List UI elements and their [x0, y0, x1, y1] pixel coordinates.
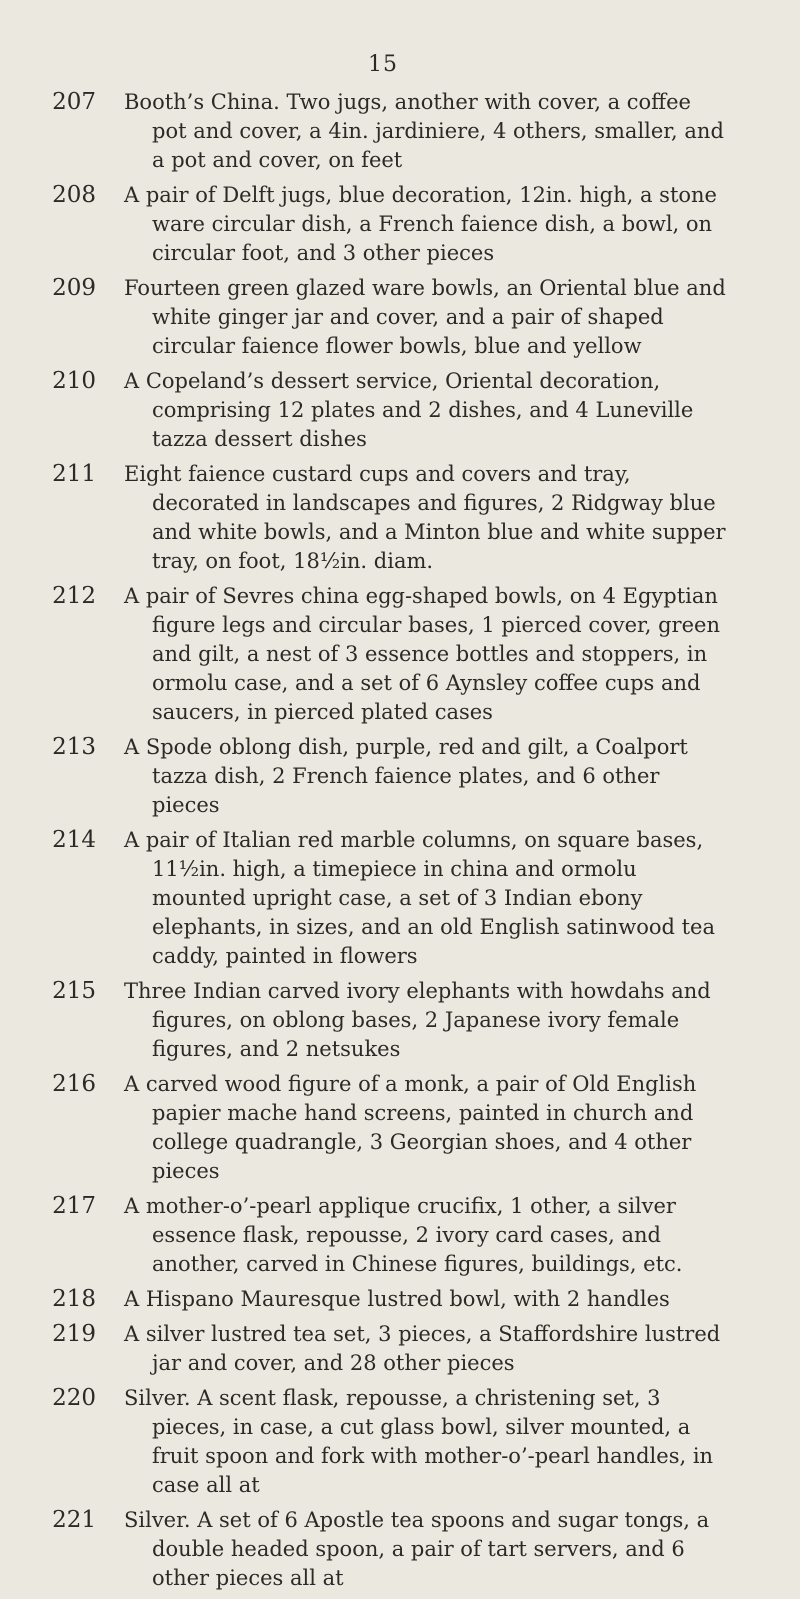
- lot-number: 218: [52, 1286, 96, 1312]
- lot-description: A Spode oblong dish, purple, red and gilt, a Coalport tazza dish, 2 French faience plates, and 6 other pieces: [124, 735, 688, 817]
- lot-item: [0, 582, 800, 727]
- lot-item: [0, 1192, 800, 1279]
- lot-item: [0, 274, 800, 361]
- lot-description: A Copeland’s dessert service, Oriental decoration, comprising 12 plates and 2 dishes, and 4 Luneville tazza dessert dishes: [124, 369, 694, 451]
- lot-item: [0, 1506, 800, 1593]
- lot-description: Three Indian carved ivory elephants with howdahs and figures, on oblong bases, 2 Japanese ivory female figures, and 2 netsukes: [124, 979, 711, 1061]
- lot-item: [0, 733, 800, 820]
- lot-description: Fourteen green glazed ware bowls, an Oriental blue and white ginger jar and cover, and a pair of shaped circular faience flower bowls, blue and yellow: [124, 276, 726, 358]
- lot-item: [0, 1285, 800, 1314]
- lot-description: Eight faience custard cups and covers and tray, decorated in landscapes and figures, 2 Ridgway blue and white bowls, and a Minton blue and white supper tray, on foot, 18½in. diam.: [124, 462, 726, 573]
- lot-number: 220: [52, 1385, 96, 1411]
- lot-description: A silver lustred tea set, 3 pieces, a Staffordshire lustred jar and cover, and 28 other pieces: [124, 1322, 721, 1375]
- lot-item: [0, 88, 800, 175]
- lot-description: A carved wood figure of a monk, a pair of Old English papier mache hand screens, painted in church and college quadrangle, 3 Georgian shoes, and 4 other pieces: [124, 1072, 697, 1183]
- lot-list: [0, 88, 800, 1599]
- lot-description: A mother-o’-pearl applique crucifix, 1 other, a silver essence flask, repousse, 2 ivory card cases, and another, carved in Chinese figures, buildings, etc.: [124, 1194, 683, 1276]
- lot-item: [0, 1384, 800, 1500]
- lot-number: 214: [52, 827, 96, 853]
- lot-number: 217: [52, 1193, 96, 1219]
- lot-number: 210: [52, 368, 96, 394]
- lot-description: Silver. A set of 6 Apostle tea spoons and sugar tongs, a double headed spoon, a pair of tart servers, and 6 other pieces all at: [124, 1508, 710, 1590]
- lot-item: [0, 1070, 800, 1186]
- lot-item: [0, 367, 800, 454]
- lot-description: A pair of Italian red marble columns, on square bases, 11½in. high, a timepiece in china and ormolu mounted upright case, a set of 3 Indian ebony elephants, in sizes, and an old English satinwood tea caddy, painted in flowers: [124, 828, 715, 968]
- page-number: 15: [368, 52, 398, 77]
- lot-number: 213: [52, 734, 96, 760]
- lot-number: 208: [52, 182, 96, 208]
- lot-item: [0, 1320, 800, 1378]
- lot-number: 216: [52, 1071, 96, 1097]
- lot-number: 209: [52, 275, 96, 301]
- lot-number: 219: [52, 1321, 96, 1347]
- lot-number: 221: [52, 1507, 96, 1533]
- lot-description: Booth’s China. Two jugs, another with cover, a coffee pot and cover, a 4in. jardiniere, 4 others, smaller, and a pot and cover, on feet: [124, 90, 724, 172]
- lot-item: [0, 977, 800, 1064]
- lot-description: A pair of Delft jugs, blue decoration, 12in. high, a stone ware circular dish, a French faience dish, a bowl, on circular foot, and 3 other pieces: [124, 183, 717, 265]
- lot-number: 212: [52, 583, 96, 609]
- lot-number: 215: [52, 978, 96, 1004]
- lot-item: [0, 826, 800, 971]
- lot-number: 207: [52, 89, 96, 115]
- lot-item: [0, 460, 800, 576]
- lot-description: A pair of Sevres china egg-shaped bowls, on 4 Egyptian figure legs and circular bases, 1 pierced cover, green and gilt, a nest of 3 essence bottles and stoppers, in ormolu case, and a set of 6 Aynsley coffee cups and saucers, in pierced plated cases: [124, 584, 720, 724]
- lot-number: 211: [52, 461, 96, 487]
- lot-description: A Hispano Mauresque lustred bowl, with 2 handles: [124, 1287, 670, 1311]
- lot-description: Silver. A scent flask, repousse, a christening set, 3 pieces, in case, a cut glass bowl, silver mounted, a fruit spoon and fork with mother-o’-pearl handles, in case all at: [124, 1386, 714, 1497]
- lot-item: [0, 181, 800, 268]
